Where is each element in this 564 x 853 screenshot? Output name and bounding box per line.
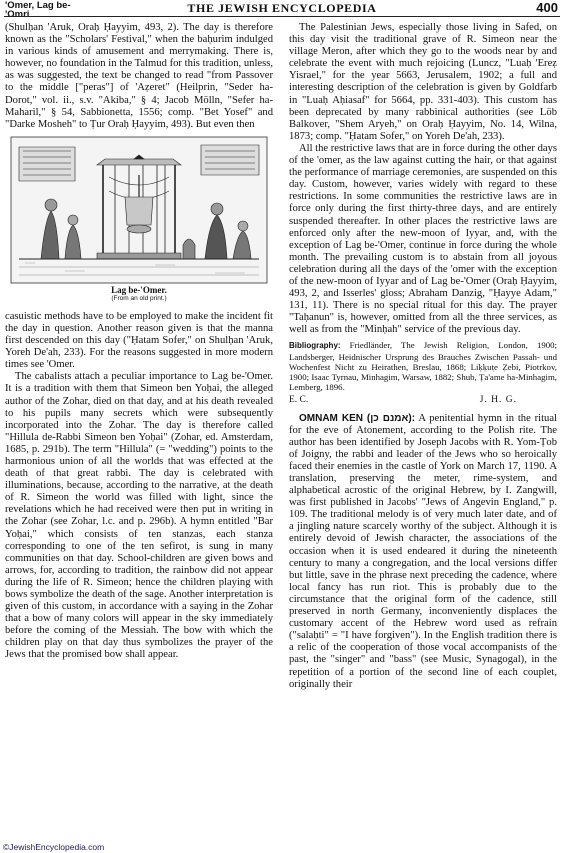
signoff-right: J. H. G.: [479, 395, 517, 406]
left-column: [5, 22, 273, 662]
bibliography: [289, 340, 557, 392]
running-head-line-1: 'Omer, Lag be-: [5, 0, 71, 11]
left-paragraph-1: (Shulḥan 'Aruk, Oraḥ Ḥayyim, 493, 2). The day is therefore known as the "Scholars' Festival," when the baḥurim indulged in various kinds of amusement and merrymaking. There is, however, no foundation in the Talmud for this tradition, unless, as was suggested, the text be changed to read "from Passover to the middle ["peras"] of 'Aẓeret" (Heilprin, "Seder ha-Dorot," vol. ii., s.v. "Akiba," § 4; Jacob Mölln, "Sefer ha-Maharil," § 54, Sabbionetta, 1556; comp. "Bet Yosef" and "Darke Mosheh" to Ṭur Oraḥ Ḥayyim, 493). But even then: [5, 22, 273, 130]
footer-copyright: ©JewishEncyclopedia.com: [3, 842, 105, 852]
right-paragraph-1: The Palestinian Jews, especially those living in Safed, on this day visit the traditional grave of R. Simeon near the village Meron, after which they go to the woods near by and celebrate the event with much rejoicing (Luncz, "Luaḥ 'Ereẓ Yisrael," for the year 5663, Jerusalem, 1902; a full and interesting description of the celebration is given by Goldfarb in "Luaḥ Aḥiasaf" for 5664, pp. 331-403). This custom has been deprecated by many rabbinical authorities (see Löb Balkover, "Shem Aryeh," on Oraḥ Ḥayyim, No. 14, Wilna, 1873; comp. "Ḥatam Sofer," on Yoreh De'ah, 233).: [289, 22, 557, 142]
figure-lag-be-omer-illustration: [5, 135, 273, 309]
right-paragraph-2: All the restrictive laws that are in force during the other days of the 'omer, as the law against cutting the hair, or that against the performance of marriage ceremonies, are suspended on this day. Custom, however, varies widely with regard to these restrictions. In some communities the restrictive laws are in force only during the first thirty-three days, and are entirely suspended thereafter. In other places the restrictive laws are enforced only after the new-moon of Iyyar, and, with the exception of Lag be-'Omer, continue in force during the whole month. The prevailing custom is to abstain from all joyous celebration during all the days of the 'omer with the exception of the new-moon of Iyyar and of Lag be-'Omer (Oraḥ Ḥayyim, 493, 2, and Isserles' gloss; Abraham Danzig, "Ḥayye Adam," 131, 11). There is no special ritual for this day. The prayer "Taḥanun" is, however, omitted from all the three services, as well as from the "Minḥah" service of the previous day.: [289, 142, 557, 336]
left-paragraph-2: casuistic methods have to be employed to make the incident fit the day in question. Another reason given is that the manna first descended on this day ("Ḥatam Sofer," on Shulḥan 'Aruk, Yoreh De'ah, 233). For the reasons suggested in more modern times see 'Omer.: [5, 310, 273, 371]
figure-caption: Lag be-'Omer.: [111, 284, 167, 295]
header-rule: [4, 16, 560, 17]
bibliography-text: Friedländer, The Jewish Religion, London, 1900; Landsberger, Heidnischer Ursprung des Brauches Zwischen Passah- und Wochenfest Nicht zu Heirathen, Breslau, 1868; Liḳḳuṭe Ẓebi, Piotrkov, 1900; Isaac Tyrnau, Minhagim, Warsaw, 1882; Shub, Ṭa'ame ha-Minhagim, Lemberg, 1896.: [289, 340, 557, 393]
omnam-ken-article: [289, 413, 557, 691]
left-paragraph-3: The cabalists attach a peculiar importance to Lag be-'Omer. It is a tradition with them that Simeon ben Yoḥai, the alleged author of the Zohar, died on that day, and at his death revealed to his pupils many secrets which were subsequently incorporated into the Zohar. The day is therefore called "Hillula de-Rabbi Simeon ben Yoḥai" (Zohar, ed. Amsterdam, 1685, p. 291b). The term "Hillula" (= "wedding") points to the harmonious union of all the worlds that was effected at the death of that great rabbi. The day is celebrated with illuminations, because, according to the narrative, at the death of R. Simeon the world was filled with light, since the revelations which he had received were then put in writing in the Zohar (see Zohar, l.c. and p. 296b). A hymn entitled "Bar Yoḥai," which consists of ten stanzas, each stanza corresponding to one of the ten sefirot, is sung in many communities on that day. School-children are given bows and arrows, for, according to tradition, the rainbow did not appear during the life of R. Simeon; hence the children playing with bows symbolize the death of the sage. Another interpretation is given of this custom, in accordance with a saying in the Zohar that a bow of many colors will appear in the sky immediately before the coming of the Messiah. The bow with which the children play on that day thus symbolizes the prayer of the Jews that the promised bow shall appear.: [5, 371, 273, 661]
journal-title: THE JEWISH ENCYCLOPEDIA: [187, 1, 377, 15]
bibliography-label: Bibliography:: [289, 341, 341, 351]
signoff: [289, 394, 557, 406]
engraving-illustration: [5, 135, 273, 285]
right-column: [289, 22, 557, 691]
signoff-left: E. C.: [289, 395, 309, 406]
page-header: [0, 0, 564, 20]
article-title: OMNAM KEN (אמנם כן):: [299, 412, 416, 424]
running-head-line-2: 'Omri: [5, 9, 30, 20]
figure-source: (From an old print.): [111, 294, 167, 302]
page-number: 400: [536, 0, 558, 15]
article-text: A penitential hymn in the ritual for the eve of Atonement, according to the Polish rite. The author has been identified by Joseph Jacobs with R. Yom-Ṭob of Joigny, the rabbi and leader of the Jews who so heroically faced their enemies in the castle of York on March 17, 1190. A translation, preserving the meter, rime-system, and alphabetical acrostic of the original Hebrew, by I. Zangwill, was first published in Jacobs' "Jews of Angevin England," p. 109. The traditional melody is of very much later date, and of a jingling nature scarcely worthy of the subject. Although it is entirely devoid of Jewish character, the associations of the occasion when it is used endeared it during the nineteenth century to many a congregation, and the local versions differ but little, save in the phrase next preceding the cadence, where local fancy has run riot. This is probably due to the circumstance that the original form of the cadence, still preserved in north Germany, inconveniently displaces the customary accent of the Hebrew word used as refrain ("salaḥti" = "I have forgiven"). In the English tradition there is a relic of the cooperation of those vocal accompanists of the past, the "singer" and "bass" (see Music, Synagogal), in the repetition of a portion of the second line of each couplet, originally their: [289, 412, 557, 690]
